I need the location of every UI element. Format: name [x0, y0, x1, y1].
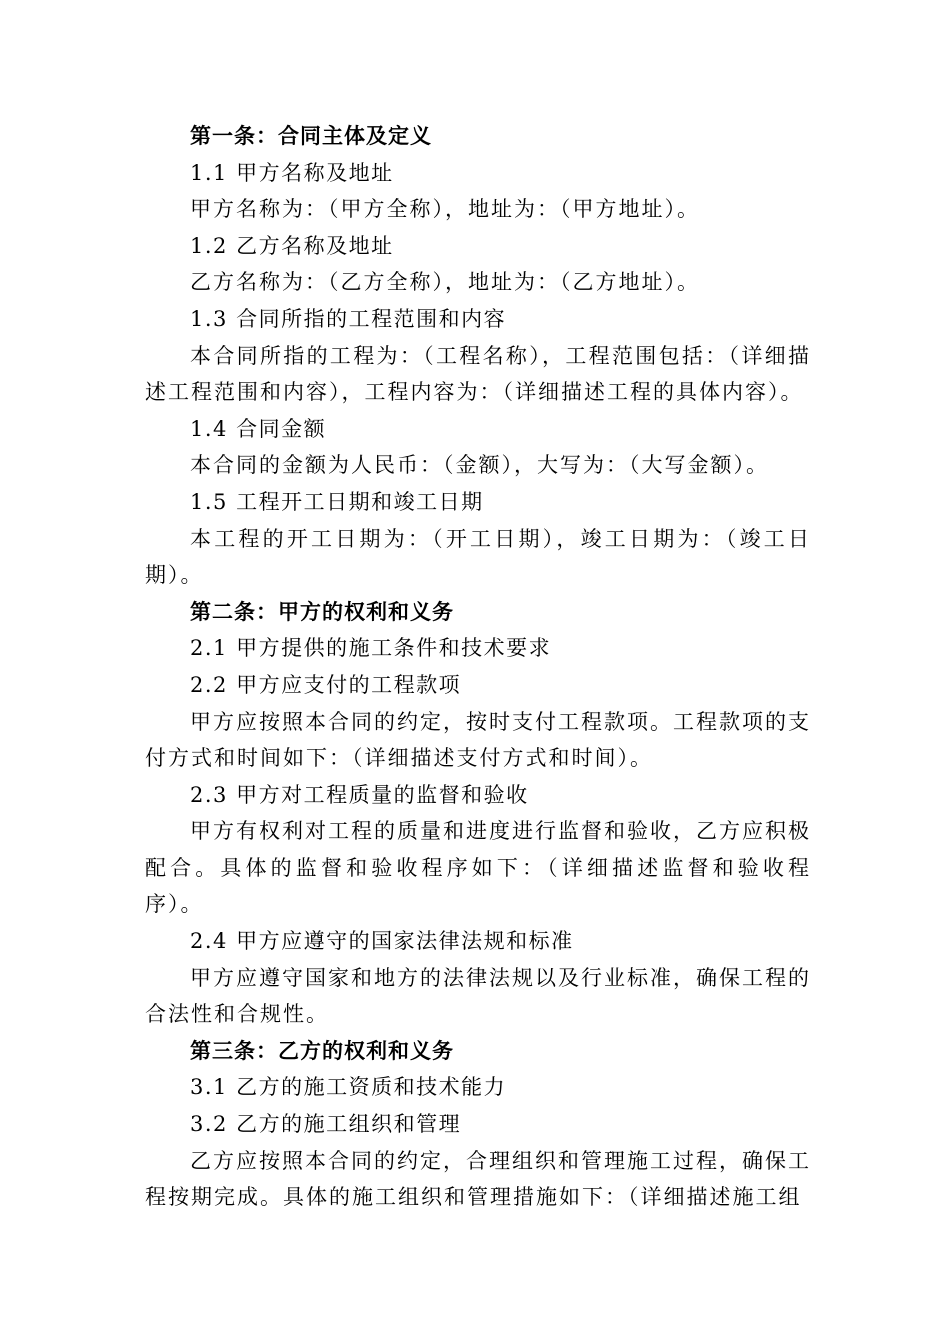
section-title: 2.2 甲方应支付的工程款项	[190, 672, 462, 697]
article-heading: 第一条：合同主体及定义	[190, 124, 432, 148]
paragraph: 本合同所指的工程为：（工程名称），工程范围包括：（详细描述工程范围和内容），工程内容为：（详细描述工程的具体内容）。	[145, 343, 811, 405]
section-title: 2.3 甲方对工程质量的监督和验收	[190, 782, 529, 807]
paragraph: 本工程的开工日期为：（开工日期），竣工日期为：（竣工日期）。	[145, 526, 811, 588]
paragraph: 乙方名称为：（乙方全称），地址为：（乙方地址）。	[190, 270, 700, 295]
section-title: 2.4 甲方应遵守的国家法律法规和标准	[190, 929, 574, 954]
section-title: 2.1 甲方提供的施工条件和技术要求	[190, 636, 552, 661]
paragraph: 甲方名称为：（甲方全称），地址为：（甲方地址）。	[190, 197, 700, 222]
section-title: 1.1 甲方名称及地址	[190, 160, 394, 185]
section-title: 1.5 工程开工日期和竣工日期	[190, 489, 484, 514]
paragraph: 甲方应遵守国家和地方的法律法规以及行业标准，确保工程的合法性和合规性。	[145, 965, 811, 1027]
paragraph: 甲方应按照本合同的约定，按时支付工程款项。工程款项的支付方式和时间如下：（详细描述支付方式和时间）。	[145, 709, 811, 771]
section-title: 3.2 乙方的施工组织和管理	[190, 1112, 462, 1137]
section-title: 1.4 合同金额	[190, 416, 327, 441]
section-title: 3.1 乙方的施工资质和技术能力	[190, 1075, 507, 1100]
article-heading: 第二条：甲方的权利和义务	[190, 599, 454, 624]
article-heading: 第三条：乙方的权利和义务	[190, 1038, 454, 1063]
paragraph: 甲方有权利对工程的质量和进度进行监督和验收，乙方应积极配合。具体的监督和验收程序如下：（详细描述监督和验收程序）。	[145, 819, 811, 917]
paragraph: 本合同的金额为人民币：（金额），大写为：（大写金额）。	[190, 453, 769, 478]
document-body	[145, 118, 811, 1216]
paragraph: 乙方应按照本合同的约定，合理组织和管理施工过程，确保工程按期完成。具体的施工组织和管理措施如下：（详细描述施工组	[145, 1148, 811, 1210]
section-title: 1.3 合同所指的工程范围和内容	[190, 306, 507, 331]
section-title: 1.2 乙方名称及地址	[190, 233, 394, 258]
